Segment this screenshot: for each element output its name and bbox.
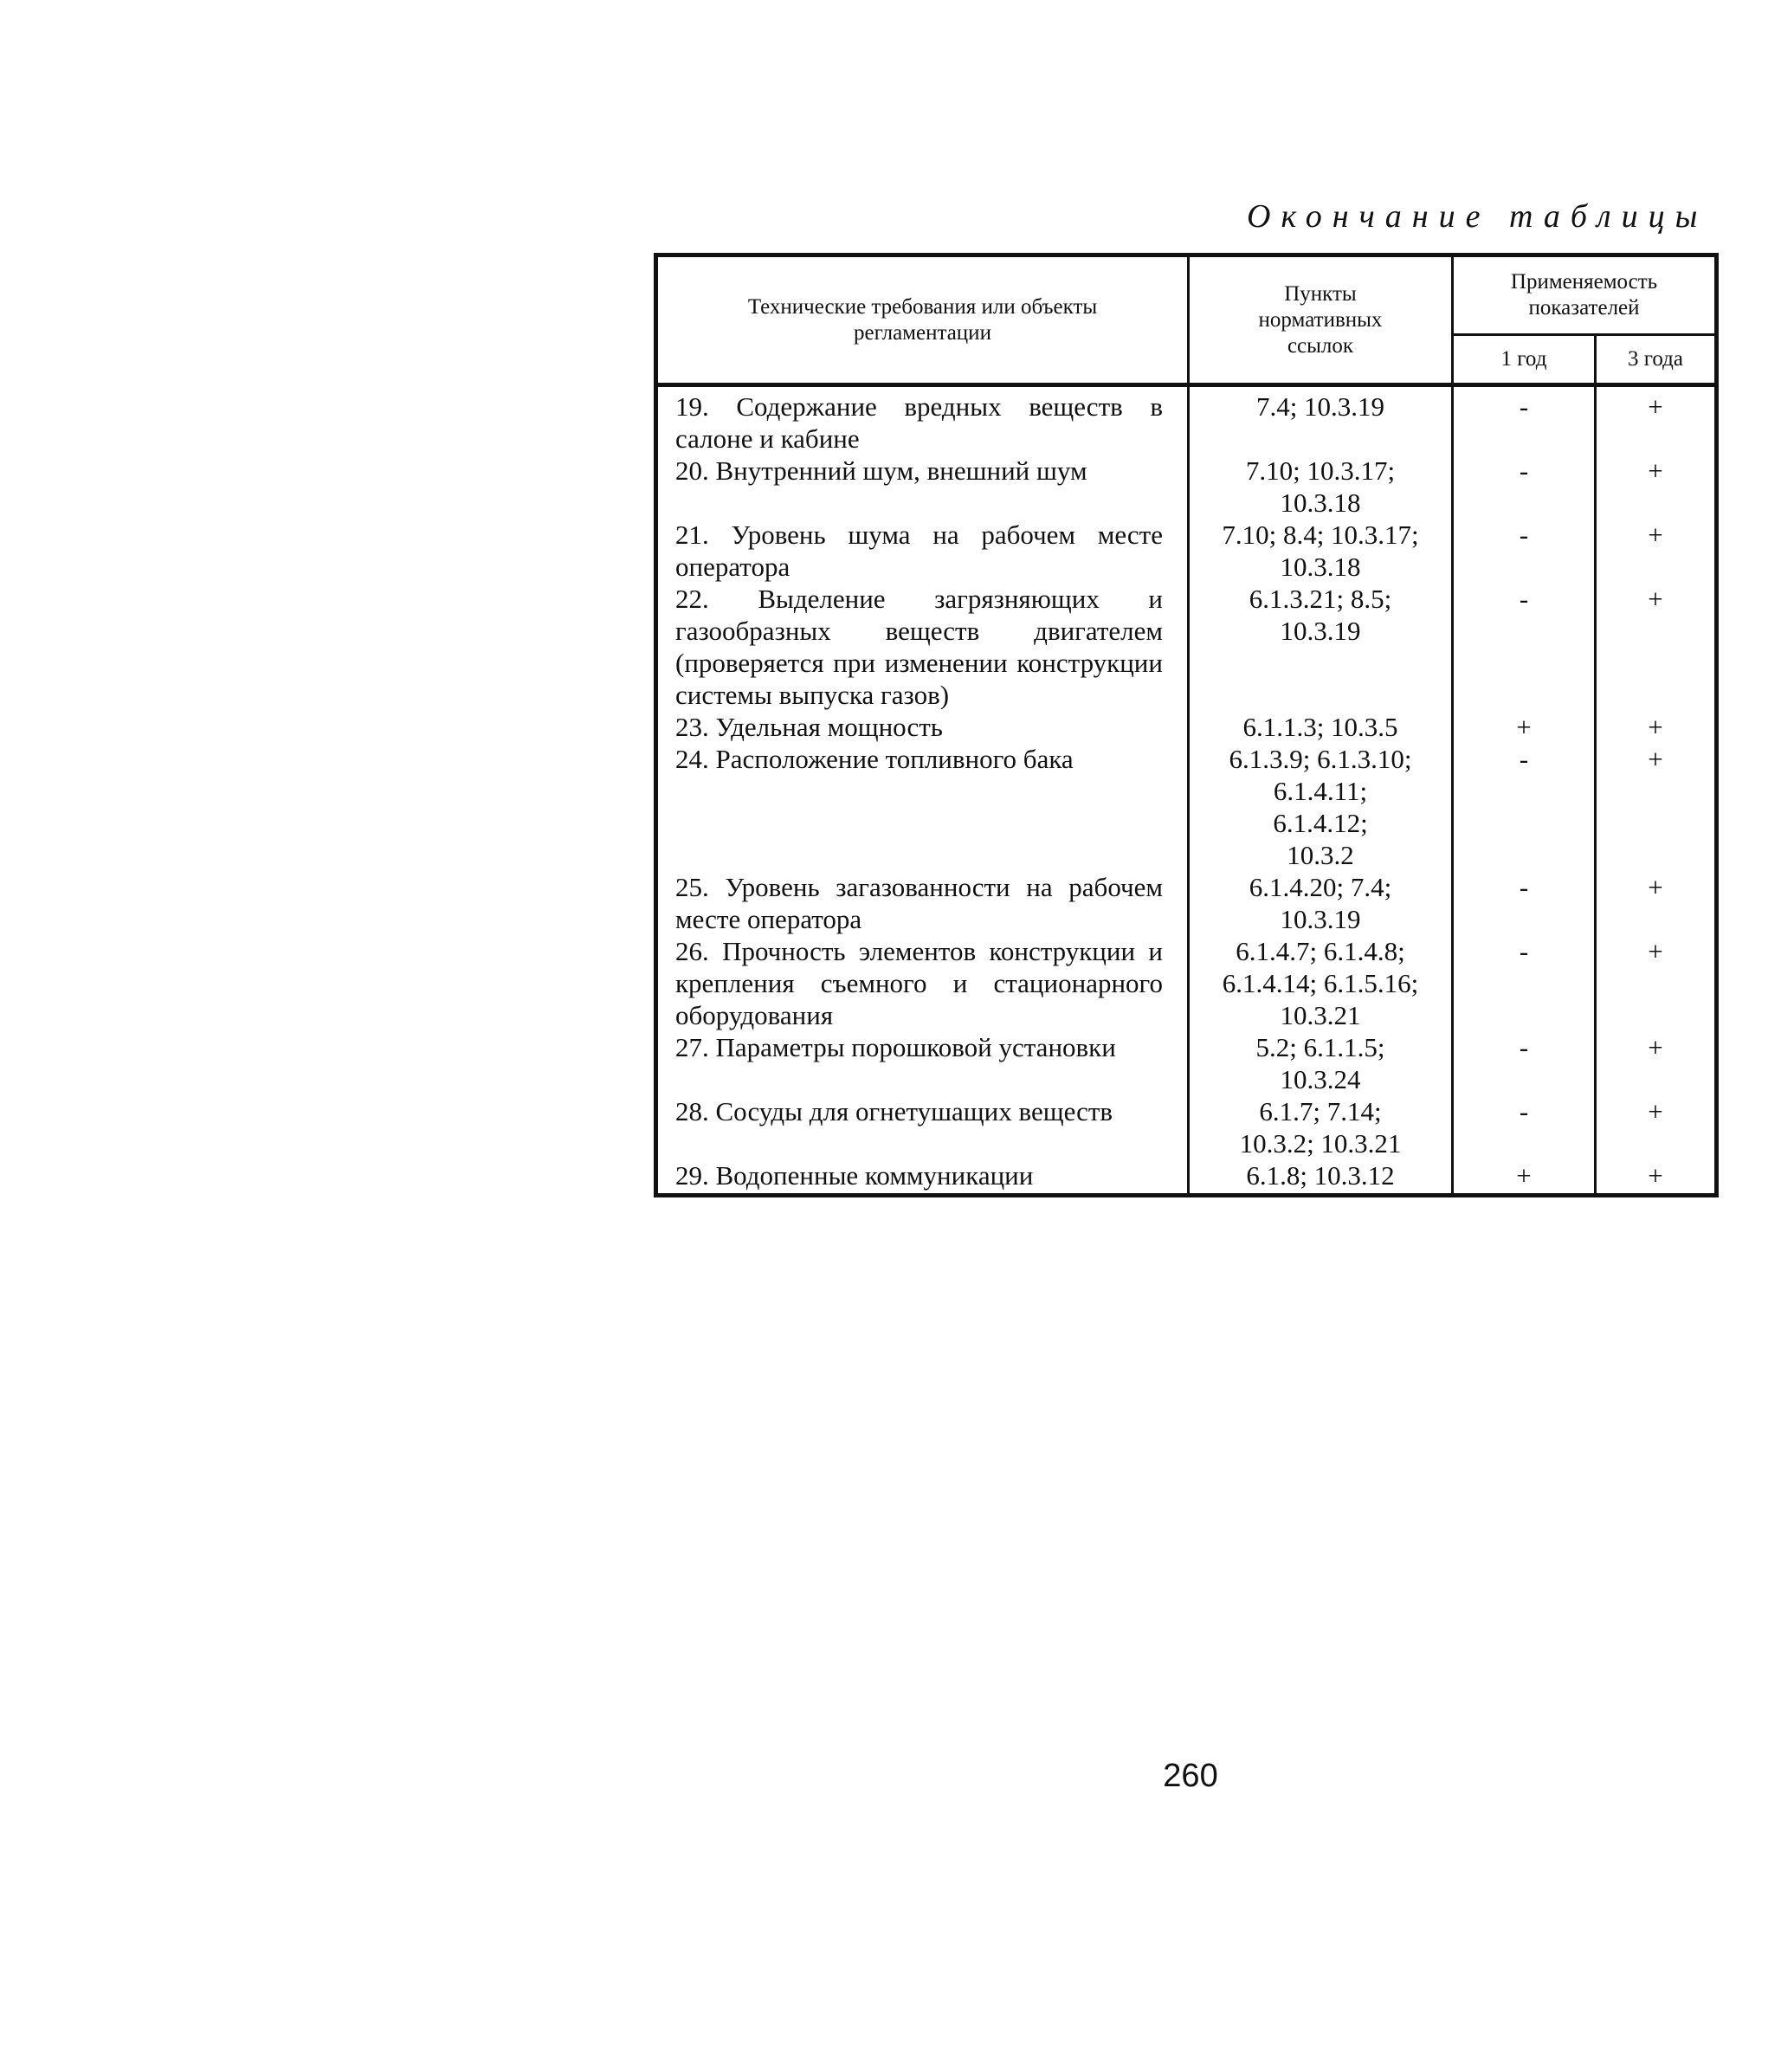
- applicability-1-year: -: [1453, 519, 1596, 583]
- table-row: [656, 935, 1717, 1031]
- reference-line: 6.1.3.9; 6.1.3.10;: [1229, 744, 1412, 774]
- reference-cell: [1189, 743, 1453, 871]
- requirement-cell: 28. Сосуды для огнетушащих веществ: [656, 1095, 1189, 1159]
- reference-cell: [1189, 1031, 1453, 1095]
- reference-line: 6.1.4.14; 6.1.5.16;: [1222, 968, 1419, 998]
- reference-cell: [1189, 1159, 1453, 1196]
- table-row: [656, 1095, 1717, 1159]
- table-body: [656, 385, 1717, 1196]
- reference-line: 5.2; 6.1.1.5;: [1255, 1032, 1385, 1062]
- table-row: [656, 583, 1717, 711]
- requirement-cell: 25. Уровень загазованности на рабочем месте оператора: [656, 871, 1189, 935]
- table-row: [656, 385, 1717, 455]
- reference-line: 6.1.4.12;: [1273, 808, 1368, 838]
- table-row: [656, 743, 1717, 871]
- applicability-3-years: +: [1596, 1159, 1717, 1196]
- applicability-1-year: -: [1453, 871, 1596, 935]
- reference-line: 6.1.4.7; 6.1.4.8;: [1236, 936, 1405, 966]
- applicability-3-years: +: [1596, 385, 1717, 455]
- requirement-cell: 20. Внутренний шум, внешний шум: [656, 455, 1189, 519]
- requirement-cell: 21. Уровень шума на рабочем месте оператора: [656, 519, 1189, 583]
- reference-line: 6.1.1.3; 10.3.5: [1242, 712, 1398, 742]
- reference-cell: [1189, 583, 1453, 711]
- reference-cell: [1189, 935, 1453, 1031]
- reference-line: 7.10; 10.3.17;: [1245, 455, 1396, 486]
- table-row: [656, 519, 1717, 583]
- applicability-3-years: +: [1596, 455, 1717, 519]
- table-row: [656, 1031, 1717, 1095]
- table-row: [656, 1159, 1717, 1196]
- applicability-1-year: -: [1453, 385, 1596, 455]
- reference-line: 10.3.21: [1280, 1000, 1361, 1030]
- table-caption: Окончание таблицы: [1247, 198, 1708, 235]
- reference-cell: [1189, 711, 1453, 743]
- page-number: 260: [1163, 1758, 1218, 1794]
- applicability-1-year: -: [1453, 1095, 1596, 1159]
- applicability-3-years: +: [1596, 935, 1717, 1031]
- requirement-cell: 27. Параметры порошковой установки: [656, 1031, 1189, 1095]
- reference-line: 6.1.4.11;: [1273, 776, 1368, 806]
- reference-cell: [1189, 519, 1453, 583]
- reference-line: 7.10; 8.4; 10.3.17;: [1222, 520, 1419, 550]
- reference-cell: [1189, 455, 1453, 519]
- table-header: [656, 255, 1717, 385]
- applicability-3-years: +: [1596, 1031, 1717, 1095]
- reference-line: 7.4; 10.3.19: [1255, 391, 1385, 422]
- requirement-cell: 29. Водопенные коммуникации: [656, 1159, 1189, 1196]
- applicability-3-years: +: [1596, 519, 1717, 583]
- reference-line: 10.3.18: [1280, 552, 1361, 582]
- reference-line: 10.3.2; 10.3.21: [1239, 1128, 1402, 1159]
- reference-line: 10.3.24: [1280, 1064, 1361, 1094]
- applicability-3-years: +: [1596, 711, 1717, 743]
- applicability-3-years: +: [1596, 743, 1717, 871]
- requirement-cell: 22. Выделение загрязняющих и газообразных веществ двигателем (проверяется при изменении конструкции системы выпуска газов): [656, 583, 1189, 711]
- applicability-1-year: -: [1453, 455, 1596, 519]
- reference-cell: [1189, 871, 1453, 935]
- applicability-3-years: +: [1596, 583, 1717, 711]
- reference-cell: [1189, 385, 1453, 455]
- requirement-cell: 24. Расположение топливного бака: [656, 743, 1189, 871]
- reference-cell: [1189, 1095, 1453, 1159]
- reference-line: 10.3.19: [1280, 904, 1361, 934]
- requirement-cell: 26. Прочность элементов конструкции и крепления съемного и стационарного оборудования: [656, 935, 1189, 1031]
- reference-line: 10.3.18: [1280, 487, 1361, 518]
- table-row: [656, 455, 1717, 519]
- reference-line: 6.1.3.21; 8.5;: [1249, 584, 1392, 614]
- table-row: [656, 711, 1717, 743]
- header-1-year: 1 год: [1453, 335, 1596, 385]
- reference-line: 6.1.8; 10.3.12: [1246, 1160, 1395, 1191]
- header-references: Пункты нормативных ссылок: [1189, 255, 1453, 385]
- applicability-1-year: -: [1453, 935, 1596, 1031]
- header-applicability: Применяемость показателей: [1453, 255, 1717, 335]
- requirement-cell: 23. Удельная мощность: [656, 711, 1189, 743]
- reference-line: 10.3.19: [1280, 616, 1361, 646]
- applicability-1-year: +: [1453, 711, 1596, 743]
- requirements-table: [654, 253, 1719, 1197]
- applicability-1-year: +: [1453, 1159, 1596, 1196]
- reference-line: 10.3.2: [1287, 840, 1354, 870]
- reference-line: 6.1.4.20; 7.4;: [1249, 872, 1392, 902]
- applicability-3-years: +: [1596, 1095, 1717, 1159]
- header-requirements: Технические требования или объекты регламентации: [656, 255, 1189, 385]
- requirement-cell: 19. Содержание вредных веществ в салоне и кабине: [656, 385, 1189, 455]
- applicability-1-year: -: [1453, 1031, 1596, 1095]
- table-row: [656, 871, 1717, 935]
- applicability-3-years: +: [1596, 871, 1717, 935]
- reference-line: 6.1.7; 7.14;: [1259, 1096, 1382, 1126]
- header-3-years: 3 года: [1596, 335, 1717, 385]
- applicability-1-year: -: [1453, 583, 1596, 711]
- applicability-1-year: -: [1453, 743, 1596, 871]
